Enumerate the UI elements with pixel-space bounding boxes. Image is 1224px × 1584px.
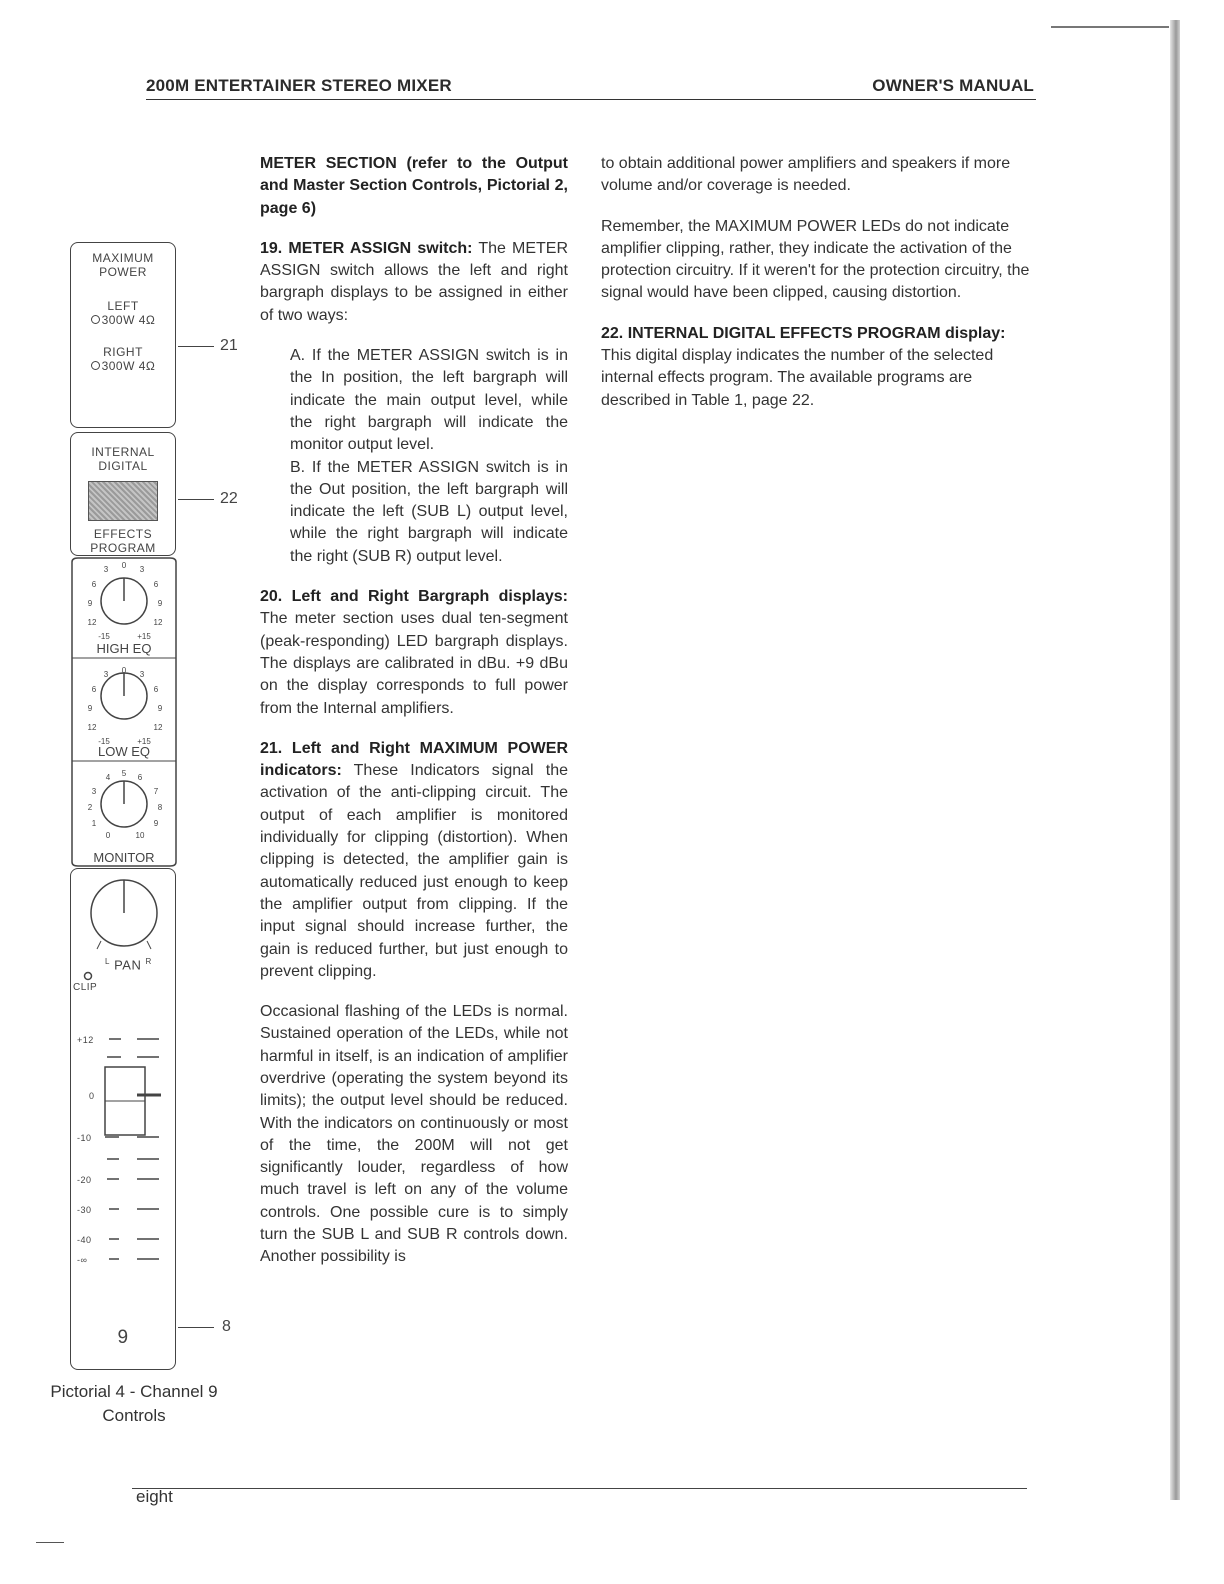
item-22-text: This digital display indicates the number of the selected internal effects program. The available programs are described in Table 1, page 22. (601, 347, 994, 409)
high-eq-tick-p15: +15 (137, 632, 151, 641)
continued-paragraph: to obtain additional power amplifiers and speakers if more volume and/or coverage is needed. (601, 155, 1011, 195)
max-power-label-1: MAXIMUM (92, 251, 154, 265)
eq-monitor-knobs (70, 556, 178, 868)
clip-led-icon (85, 973, 92, 980)
high-eq-tick-0: 0 (121, 561, 127, 570)
mon-tick-8: 8 (157, 803, 163, 812)
high-eq-tick-9l: 9 (87, 599, 93, 608)
internal-label-2: DIGITAL (98, 459, 148, 473)
top-edge-mark (1051, 26, 1169, 28)
internal-label-1: INTERNAL (91, 445, 155, 459)
item-22 (601, 323, 1034, 412)
item-19a: A. If the METER ASSIGN switch is in the In position, the left bargraph will indicate the main output level, while the right bargraph will indicate the monitor output level. (290, 347, 568, 454)
low-eq-tick-12r: 12 (153, 723, 163, 732)
monitor-label: MONITOR (93, 850, 155, 865)
low-eq-tick-m15: -15 (98, 737, 110, 746)
effects-label-1: EFFECTS (93, 527, 153, 541)
high-eq-tick-3l: 3 (103, 565, 109, 574)
pan-fader-panel (70, 868, 176, 1370)
internal-digital-panel (70, 432, 176, 556)
low-eq-tick-0: 0 (121, 666, 127, 675)
left-led-spec: 300W 4Ω (71, 313, 175, 327)
mon-tick-0: 0 (105, 831, 111, 840)
fader-mark-0: 0 (89, 1091, 95, 1101)
pan-right-label: R (145, 957, 152, 966)
item-20-title: 20. Left and Right Bargraph displays: (260, 588, 568, 606)
scan-mark (36, 1542, 64, 1543)
low-eq-tick-9l: 9 (87, 704, 93, 713)
pan-left-label: L (105, 957, 110, 966)
mon-tick-9: 9 (153, 819, 159, 828)
callout-22: 22 (220, 490, 238, 507)
low-eq-tick-3l: 3 (103, 670, 109, 679)
pan-fader-graphics (71, 869, 175, 1369)
high-eq-tick-3r: 3 (139, 565, 145, 574)
mon-tick-1: 1 (91, 819, 97, 828)
low-eq-tick-3r: 3 (139, 670, 145, 679)
text-column-left (260, 153, 568, 1287)
fader-mark-minus40: -40 (77, 1235, 92, 1245)
high-eq-tick-12l: 12 (87, 618, 97, 627)
fader-mark-plus12: +12 (77, 1035, 94, 1045)
item-19b: B. If the METER ASSIGN switch is in the Out position, the left bargraph will indicate the left (SUB L) output level, while the right bargraph will indicate the right (SUB R) output level. (290, 458, 568, 565)
clip-label: CLIP (73, 982, 98, 993)
item-21-text: These Indicators signal the activation of the anti-clipping circuit. The output of each amplifier is monitored individually for clipping (distortion). When clipping is detected, the amplifier gain is automatically reduced just enough to keep the amplifier output from clipping. If the input signal should increase further, the gain is reduced further, but just enough to prevent clipping. (260, 762, 568, 980)
low-eq-tick-6l: 6 (91, 685, 97, 694)
header-rule (146, 99, 1036, 100)
footer-rule (132, 1488, 1027, 1489)
fader-mark-minus10: -10 (77, 1133, 92, 1143)
low-eq-tick-p15: +15 (137, 737, 151, 746)
callout-21: 21 (220, 337, 238, 354)
high-eq-tick-6l: 6 (91, 580, 97, 589)
left-led-label: LEFT (107, 299, 139, 313)
right-led-icon (91, 361, 100, 370)
mon-tick-10: 10 (135, 831, 145, 840)
page-edge-shadow (1170, 20, 1180, 1500)
pan-label: $^L$ PAN $^R$ (105, 957, 152, 973)
running-header-manual: OWNER'S MANUAL (872, 76, 1034, 95)
max-power-label-2: POWER (99, 265, 147, 279)
caption-line-1: Pictorial 4 - Channel 9 (50, 1382, 218, 1401)
low-eq-tick-9r: 9 (157, 704, 163, 713)
mon-tick-2: 2 (87, 803, 93, 812)
remember-paragraph: Remember, the MAXIMUM POWER LEDs do not indicate amplifier clipping, rather, they indicate the activation of the protection circuitry. If it weren't for the protection circuitry, the signal would have been clipped, causing distortion. (601, 217, 1030, 302)
item-20 (260, 586, 568, 720)
mon-tick-4: 4 (105, 773, 111, 782)
mon-tick-3: 3 (91, 787, 97, 796)
caption-line-2: Controls (102, 1406, 166, 1425)
figure-caption (22, 1380, 246, 1428)
effects-program-display (88, 481, 158, 521)
fader-mark-minus-infinity: -∞ (77, 1255, 88, 1265)
text-column-right (601, 153, 1034, 430)
low-eq-label: LOW EQ (97, 744, 151, 759)
mon-tick-6: 6 (137, 773, 143, 782)
callout-8: 8 (222, 1318, 231, 1335)
callout-21-line (178, 346, 214, 347)
callout-22-line (178, 499, 214, 500)
item-19-title: 19. METER ASSIGN switch: (260, 239, 473, 257)
right-led-spec: 300W 4Ω (71, 359, 175, 373)
fader-mark-minus20: -20 (77, 1175, 92, 1185)
item-19-text: The METER ASSIGN switch allows the left and right bargraph displays to be assigned in either of two ways: (260, 239, 569, 324)
item-21 (260, 738, 568, 983)
occasional-paragraph: Occasional flashing of the LEDs is normal. Sustained operation of the LEDs, while not harmful in itself, is an indication of amplifier overdrive (operating the system beyond its limits); the output level should be reduced. With the indicators on continuously or most of the time, the 200M will not get significantly louder, regardless of how much travel is left on any of the volume controls. One possible cure is to simply turn the SUB L and SUB R controls down. Another possibility is (260, 1003, 568, 1266)
high-eq-tick-m15: -15 (98, 632, 110, 641)
high-eq-tick-6r: 6 (153, 580, 159, 589)
running-header-title: 200M ENTERTAINER STEREO MIXER (146, 76, 452, 95)
fader-mark-minus30: -30 (77, 1205, 92, 1215)
low-eq-tick-12l: 12 (87, 723, 97, 732)
item-22-title: 22. INTERNAL DIGITAL EFFECTS PROGRAM display: (601, 324, 1006, 342)
low-eq-tick-6r: 6 (153, 685, 159, 694)
max-power-panel (70, 242, 176, 428)
meter-section-heading: METER SECTION (refer to the Output and Master Section Controls, Pictorial 2, page 6) (260, 155, 568, 217)
left-led-icon (91, 315, 100, 324)
item-19 (260, 238, 568, 327)
effects-label-2: PROGRAM (90, 541, 156, 555)
page-number: eight (136, 1487, 173, 1506)
mon-tick-5: 5 (121, 769, 127, 778)
high-eq-label: HIGH EQ (96, 641, 152, 656)
mon-tick-7: 7 (153, 787, 159, 796)
item-20-text: The meter section uses dual ten-segment (peak-responding) LED bargraph displays. The displays are calibrated in dBu. +9 dBu on the display corresponds to full power from the Internal amplifiers. (260, 610, 568, 717)
right-led-label: RIGHT (103, 345, 143, 359)
callout-8-line (178, 1327, 214, 1328)
channel-number: 9 (117, 1327, 129, 1348)
high-eq-tick-9r: 9 (157, 599, 163, 608)
item-21-title: 21. Left and Right MAXIMUM POWER indicators: (260, 739, 568, 780)
high-eq-tick-12r: 12 (153, 618, 163, 627)
